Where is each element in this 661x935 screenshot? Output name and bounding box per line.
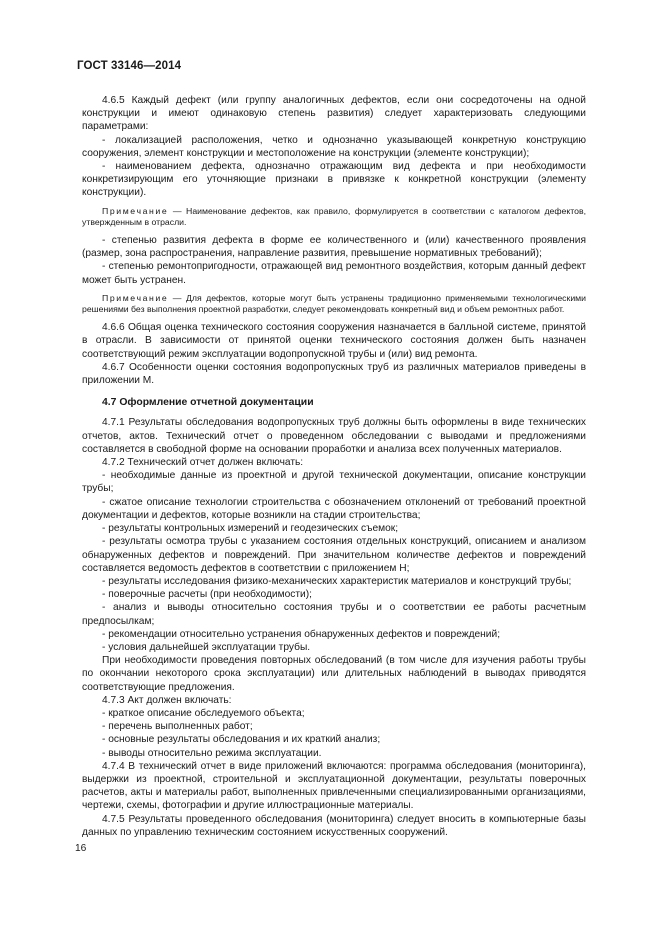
paragraph-4-7-4: 4.7.4 В технический отчет в виде приложений включаются: программа обследования (мониторинга), выдержки из проектной, строительной и эксплуатационной документации, результаты поверочных расчетов, акты и материалы работ, выполненных привлеченными специализированными организациями, чертежи, схемы, фотографии и другие иллюстрационные материалы. (82, 760, 586, 812)
list-item: - условия дальнейшей эксплуатации трубы. (102, 641, 311, 653)
page-header-standard: ГОСТ 33146—2014 (77, 60, 182, 72)
paragraph-4-6-7: 4.6.7 Особенности оценки состояния водопропускных труб из различных материалов приведены в приложении М. (82, 361, 586, 387)
paragraph-4-7-5: 4.7.5 Результаты проведенного обследования (мониторинга) следует вносить в компьютерные базы данных по управлению техническим состоянием искусственных сооружений. (82, 813, 586, 838)
list-item: - перечень выполненных работ; (102, 721, 253, 733)
note-label: Примечание (102, 205, 169, 216)
list-item: - поверочные расчеты (при необходимости); (102, 589, 312, 601)
paragraph-repeat-surveys: При необходимости проведения повторных обследований (в том числе для изучения работы трубы по окончании некоторого срока эксплуатации) или длительных наблюдений в выводах приводятся соответствующие предложения. (82, 655, 586, 693)
paragraph-4-6-6: 4.6.6 Общая оценка технического состояния сооружения назначается в балльной системе, принятой в отрасли. В зависимости от принятой оценки технического состояния должен быть назначен соответствующий режим эксплуатации водопропускной трубы и (или) вид ремонта. (82, 322, 586, 360)
list-item: - степенью развития дефекта в форме ее количественного и (или) качественного проявления (размер, зона распространения, направление развития, превышение нормативных требований); (82, 235, 586, 260)
note-2 (82, 293, 586, 315)
list-item: - анализ и выводы относительно состояния трубы и о соответствии ее работы расчетным предпосылкам; (82, 602, 586, 627)
list-item: - результаты осмотра трубы с указанием состояния отдельных конструкций, описанием и анализом обнаруженных дефектов и повреждений. При значительном количестве дефектов и повреждений составляется ведомость дефектов в соответствии с приложением Н; (82, 536, 586, 574)
note-text: — Для дефектов, которые могут быть устранены традиционно применяемыми технологическими решениями без выполнения проектной разработки, следует рекомендовать конкретный вид и объем ремонтных работ. (82, 292, 586, 315)
list-item: - краткое описание обследуемого объекта; (102, 707, 305, 719)
list-item: - результаты контрольных измерений и геодезических съемок; (102, 523, 399, 535)
list-item: - основные результаты обследования и их краткий анализ; (102, 734, 381, 746)
list-item: - необходимые данные из проектной и другой технической документации, описание конструкции трубы; (82, 470, 586, 495)
note-label: Примечание (102, 292, 169, 303)
list-item: - рекомендации относительно устранения обнаруженных дефектов и повреждений; (102, 628, 501, 640)
list-item: - результаты исследования физико-механических характеристик материалов и конструкций трубы; (102, 575, 572, 587)
paragraph-4-7-2: 4.7.2 Технический отчет должен включать: (102, 457, 304, 469)
paragraph-4-7-3: 4.7.3 Акт должен включать: (102, 694, 232, 706)
list-item: - выводы относительно режима эксплуатации. (102, 747, 322, 759)
list-item: - наименованием дефекта, однозначно отражающим вид дефекта и при необходимости конкретизирующим его уточняющие признаки в привязке к конкретной конструкции (элементу конструкции). (82, 161, 586, 199)
list-item: - локализацией расположения, четко и однозначно указывающей конкретную конструкцию сооружения, элемент конструкции и местоположение на конструкции (элементе конструкции); (82, 134, 586, 159)
note-text: — Наименование дефектов, как правило, формулируется в соответствии с каталогом дефектов, утвержденным в отрасли. (82, 205, 586, 227)
page-number: 16 (75, 843, 87, 854)
paragraph-4-7-1: 4.7.1 Результаты обследования водопропускных труб должны быть оформлены в виде технических отчетов, актов. Технический отчет о проведенном обследовании с выводами и предложениями составляется в свободной форме на основании проработки и анализа всех полученных материалов. (82, 417, 586, 455)
note-1 (82, 206, 586, 228)
paragraph-4-6-5: 4.6.5 Каждый дефект (или группу аналогичных дефектов, если они сосредоточены на одной конструкции и имеют одинаковую степень развития) следует характеризовать следующими параметрами: (82, 95, 586, 133)
document-body (82, 94, 586, 839)
section-heading-4-7: 4.7 Оформление отчетной документации (102, 397, 314, 409)
list-item: - степенью ремонтопригодности, отражающей вид ремонтного воздействия, которым данный дефект может быть устранен. (82, 261, 586, 286)
list-item: - сжатое описание технологии строительства с обозначением отклонений от требований проектной документации и дефектов, которые возникли на стадии строительства; (82, 496, 586, 521)
